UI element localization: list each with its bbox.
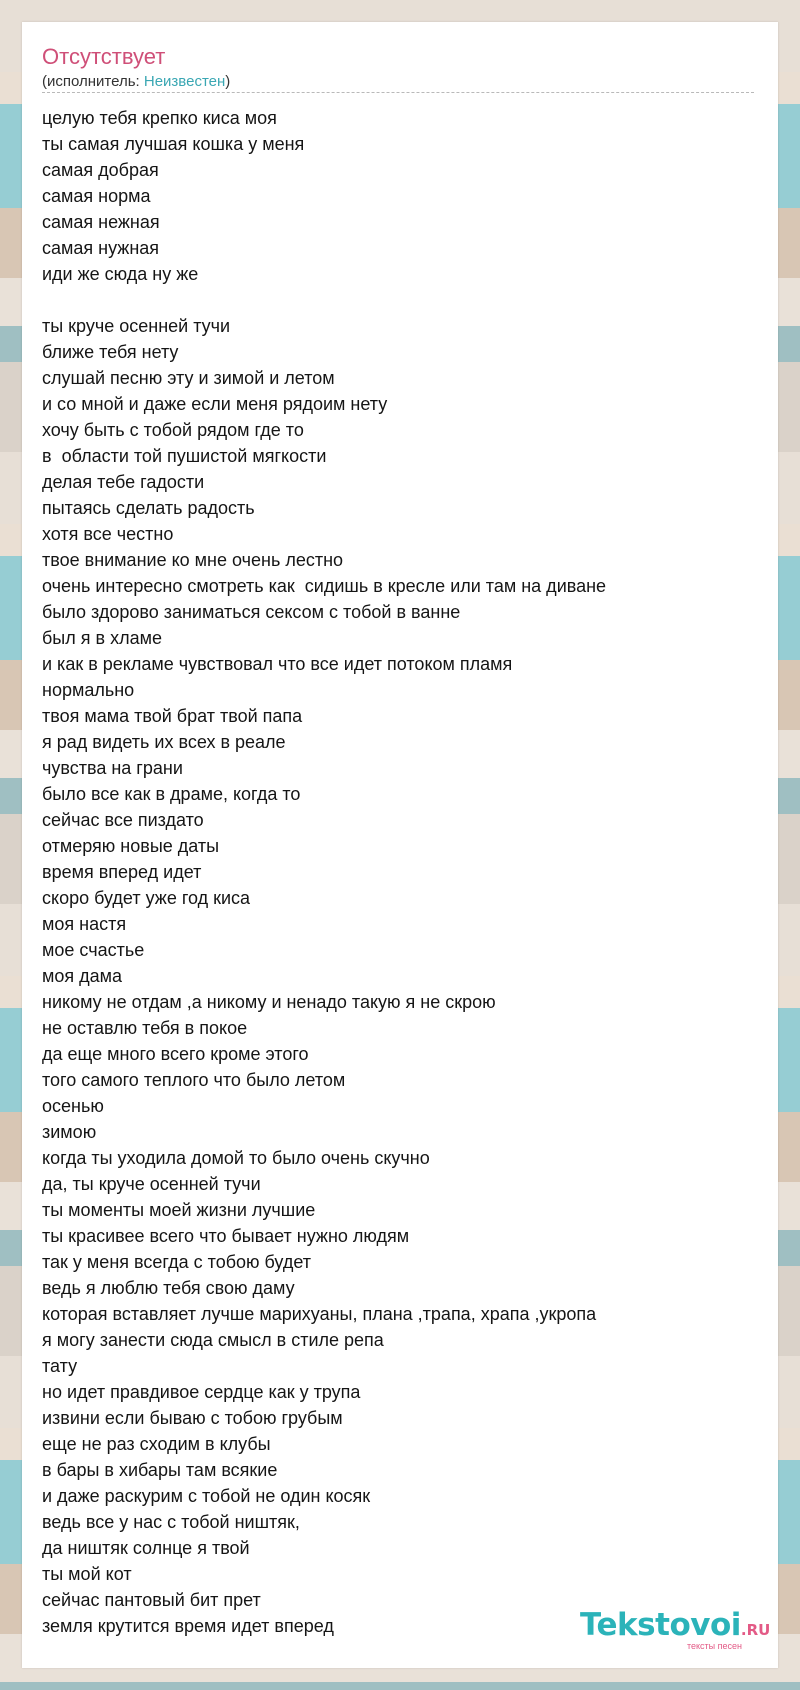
logo-tld: .RU <box>740 1621 771 1639</box>
artist-line <box>42 73 230 90</box>
lyric-line: самая норма <box>42 186 151 206</box>
lyric-line: скоро будет уже год киса <box>42 888 251 908</box>
artist-prefix: (исполнитель: <box>42 73 144 90</box>
lyric-line: земля крутится время идет вперед <box>42 1616 334 1636</box>
lyric-line: ты красивее всего что бывает нужно людям <box>42 1226 410 1246</box>
lyric-line: но идет правдивое сердце как у трупа <box>42 1382 361 1402</box>
lyric-line: пытаясь сделать радость <box>42 498 255 518</box>
lyric-line: самая нужная <box>42 238 160 258</box>
lyric-line <box>42 287 762 313</box>
lyric-line: еще не раз сходим в клубы <box>42 1434 271 1454</box>
lyric-line: хотя все честно <box>42 524 174 544</box>
lyric-line: время вперед идет <box>42 862 202 882</box>
lyric-line: никому не отдам ,а никому и ненадо такую я не скрою <box>42 992 496 1012</box>
lyric-line: я могу занести сюда смысл в стиле репа <box>42 1330 384 1350</box>
lyrics-card <box>22 22 778 1668</box>
lyric-line: я рад видеть их всех в реале <box>42 732 286 752</box>
lyric-line: извини если бываю с тобою грубым <box>42 1408 343 1428</box>
lyric-line: ты мой кот <box>42 1564 132 1584</box>
lyric-line: моя дама <box>42 966 123 986</box>
lyric-line: зимою <box>42 1122 97 1142</box>
lyric-line: хочу быть с тобой рядом где то <box>42 420 304 440</box>
logo-tagline: тексты песен <box>686 1641 742 1651</box>
lyric-line: целую тебя крепко киса моя <box>42 108 277 128</box>
lyric-line: сейчас все пиздато <box>42 810 204 830</box>
lyric-line: было все как в драме, когда то <box>42 784 301 804</box>
lyric-line: и со мной и даже если меня рядоим нету <box>42 394 388 414</box>
lyric-line: ведь все у нас с тобой ништяк, <box>42 1512 300 1532</box>
logo-name: Tekstovoi <box>580 1607 741 1643</box>
lyric-line: очень интересно смотреть как сидишь в кресле или там на диване <box>42 576 607 596</box>
lyric-line: нормально <box>42 680 135 700</box>
lyric-line: в области той пушистой мягкости <box>42 446 327 466</box>
lyric-line: чувства на грани <box>42 758 183 778</box>
lyric-line: в бары в хибары там всякие <box>42 1460 278 1480</box>
lyric-line: так у меня всегда с тобою будет <box>42 1252 311 1272</box>
lyric-line: тату <box>42 1356 78 1376</box>
lyric-line: самая добрая <box>42 160 159 180</box>
lyric-line: сейчас пантовый бит прет <box>42 1590 261 1610</box>
lyric-line: когда ты уходила домой то было очень скучно <box>42 1148 430 1168</box>
lyric-line: мое счастье <box>42 940 145 960</box>
lyric-line: твое внимание ко мне очень лестно <box>42 550 344 570</box>
lyric-line: ты самая лучшая кошка у меня <box>42 134 305 154</box>
lyric-line: ты круче осенней тучи <box>42 316 231 336</box>
lyric-line: осенью <box>42 1096 104 1116</box>
title-divider <box>42 92 754 93</box>
lyric-line: было здорово заниматься сексом с тобой в ванне <box>42 602 461 622</box>
lyric-line: отмеряю новые даты <box>42 836 220 856</box>
lyric-line: слушай песню эту и зимой и летом <box>42 368 335 388</box>
lyric-line: того самого теплого что было летом <box>42 1070 346 1090</box>
lyric-line: да ништяк солнце я твой <box>42 1538 250 1558</box>
lyric-line: которая вставляет лучше марихуаны, плана ,трапа, храпа ,укропа <box>42 1304 597 1324</box>
artist-link[interactable]: Неизвестен <box>143 73 226 90</box>
lyric-line: делая тебе гадости <box>42 472 205 492</box>
lyrics-text <box>42 105 762 1639</box>
lyric-line: ближе тебя нету <box>42 342 179 362</box>
artist-suffix: ) <box>225 73 231 90</box>
lyric-line: моя настя <box>42 914 127 934</box>
song-title: Отсутствует <box>42 44 166 69</box>
lyric-line: да еще много всего кроме этого <box>42 1044 309 1064</box>
lyric-line: твоя мама твой брат твой папа <box>42 706 303 726</box>
lyric-line: был я в хламе <box>42 628 162 648</box>
lyric-line: да, ты круче осенней тучи <box>42 1174 261 1194</box>
lyric-line: самая нежная <box>42 212 160 232</box>
lyric-line: и даже раскурим с тобой не один косяк <box>42 1486 371 1506</box>
lyric-line: ты моменты моей жизни лучшие <box>42 1200 316 1220</box>
lyric-line: иди же сюда ну же <box>42 264 199 284</box>
lyric-line: не оставлю тебя в покое <box>42 1018 248 1038</box>
lyric-line: ведь я люблю тебя свою даму <box>42 1278 295 1298</box>
lyric-line: и как в рекламе чувствовал что все идет потоком пламя <box>42 654 513 674</box>
site-logo[interactable] <box>580 1608 770 1652</box>
